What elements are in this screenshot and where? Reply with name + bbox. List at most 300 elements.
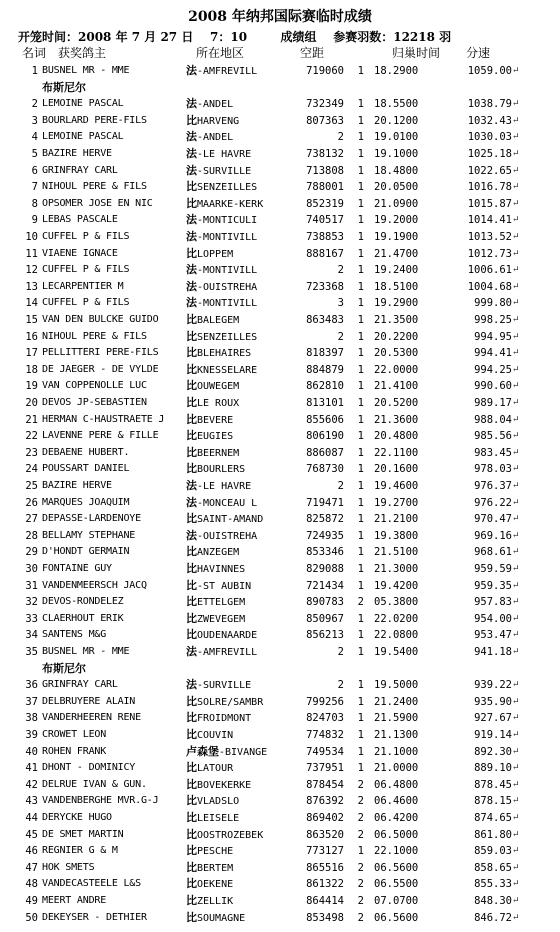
row-end-mark: ↵	[512, 132, 520, 143]
rank-cell: 10	[25, 231, 38, 243]
table-row	[0, 910, 560, 926]
owner-cell: PELLITTERI PERE-FILS	[42, 347, 159, 359]
owner-cell: LEMOINE PASCAL	[42, 98, 124, 110]
rank-cell: 46	[25, 845, 38, 858]
return-time-cell: 19.2900	[374, 297, 419, 310]
rank-cell: 24	[25, 463, 38, 476]
row-end-mark: ↵	[512, 564, 520, 574]
count-cell: 1	[357, 197, 364, 210]
speed-cell: 994.95	[474, 330, 512, 343]
return-time-cell: 21.1300	[374, 729, 419, 741]
count-cell: 1	[357, 679, 364, 692]
place-name: BOVEKERKE	[197, 779, 252, 791]
country-code: 比	[186, 628, 197, 642]
return-time-cell: 19.1000	[374, 148, 419, 160]
place-name: BLEHAIRES	[197, 348, 252, 360]
place-name: -ST AUBIN	[197, 580, 252, 592]
speed-cell: 999.80	[474, 297, 512, 310]
table-row	[0, 694, 560, 710]
count-cell: 1	[357, 363, 364, 376]
distance-cell: 2	[337, 264, 344, 277]
return-time-cell: 21.5100	[374, 546, 419, 559]
country-code: 比	[186, 246, 197, 260]
country-code: 卢森堡	[186, 744, 219, 758]
count-cell: 1	[357, 114, 364, 127]
owner-cell: DE JAEGER - DE VYLDE	[42, 363, 159, 375]
row-end-mark: ↵	[512, 580, 520, 591]
region-cell	[186, 760, 278, 777]
rank-cell: 7	[31, 181, 38, 194]
table-row	[0, 777, 560, 793]
table-header	[0, 45, 560, 61]
distance-cell: 855606	[306, 413, 344, 426]
table-row	[0, 428, 560, 444]
owner-cell: DHONT - DOMINICY	[42, 762, 136, 774]
speed-cell: 878.45	[474, 778, 512, 791]
region-cell	[186, 478, 278, 495]
count-cell: 1	[357, 446, 364, 459]
speed-cell: 994.25	[474, 363, 512, 376]
return-time-cell: 18.5100	[374, 280, 419, 293]
region-cell	[186, 710, 278, 727]
country-code: 比	[186, 827, 197, 841]
row-end-mark: ↵	[512, 431, 520, 442]
country-code: 比	[186, 429, 197, 443]
owner-name-continuation: 布斯尼尔	[42, 80, 86, 94]
table-row	[0, 793, 560, 809]
distance-cell: 886087	[306, 446, 344, 459]
owner-cell: DEBAENE HUBERT.	[42, 446, 130, 458]
row-end-mark: ↵	[512, 862, 520, 873]
distance-cell: 749534	[306, 745, 344, 758]
country-code: 比	[186, 329, 197, 343]
place-name: -BIVANGE	[219, 746, 268, 758]
return-time-cell: 19.1900	[374, 231, 419, 243]
count-cell: 2	[357, 861, 364, 874]
count-cell: 1	[357, 148, 364, 160]
region-cell	[186, 910, 278, 927]
table-row	[0, 594, 560, 610]
table-row	[0, 96, 560, 112]
table-row	[0, 893, 560, 909]
place-name: SAINT-AMAND	[197, 514, 264, 526]
owner-cell: VAN COPPENOLLE LUC	[42, 380, 147, 392]
rank-cell: 47	[25, 861, 38, 874]
region-cell	[186, 329, 278, 346]
count-cell: 1	[357, 563, 364, 575]
count-cell: 2	[357, 778, 364, 791]
count-cell: 2	[357, 795, 364, 808]
table-row	[0, 113, 560, 129]
speed-cell: 846.72	[474, 911, 512, 924]
return-time-cell: 22.1100	[374, 446, 419, 459]
table-row	[0, 544, 560, 560]
speed-cell: 935.90	[474, 695, 512, 708]
place-name: -OUISTREHA	[197, 281, 258, 293]
speed-cell: 1022.65	[467, 164, 512, 177]
owner-cell: BUSNEL MR - MME	[42, 65, 130, 76]
owner-cell: HERMAN C-HAUSTRAETE J	[42, 413, 165, 425]
return-time-cell: 20.5300	[374, 347, 419, 360]
row-end-mark: ↵	[512, 414, 520, 425]
speed-cell: 927.67	[474, 712, 512, 725]
place-name: -AMFREVILL	[197, 66, 258, 77]
distance-cell: 2	[337, 679, 344, 692]
row-end-mark: ↵	[512, 796, 520, 807]
distance-cell: 869402	[306, 812, 344, 824]
row-end-mark: ↵	[512, 315, 520, 325]
table-row	[0, 212, 560, 228]
speed-cell: 1014.41	[467, 214, 512, 227]
owner-cell: BUSNEL MR - MME	[42, 646, 130, 657]
row-end-mark: ↵	[512, 99, 520, 110]
speed-cell: 889.10	[474, 762, 512, 775]
distance-cell: 2	[337, 131, 344, 144]
country-code: 比	[186, 396, 197, 409]
distance-cell: 713808	[306, 164, 344, 177]
header-speed: 分速	[466, 46, 491, 60]
speed-cell: 957.83	[474, 596, 512, 609]
count-cell: 1	[357, 347, 364, 360]
count-cell: 1	[357, 264, 364, 277]
place-name: -MONTIVILL	[197, 298, 258, 310]
rank-cell: 49	[25, 895, 38, 907]
table-row	[0, 378, 560, 394]
speed-cell: 1012.73	[467, 247, 512, 260]
rank-cell: 29	[25, 546, 38, 559]
count-cell: 1	[357, 314, 364, 326]
table-row	[0, 461, 560, 477]
document-title: 2008 年纳邦国际赛临时成绩	[188, 9, 372, 25]
country-code: 法	[186, 64, 197, 77]
place-name: ANZEGEM	[197, 547, 240, 559]
rank-cell: 30	[25, 563, 38, 575]
rank-cell: 2	[31, 98, 38, 111]
table-row	[0, 478, 560, 494]
country-code: 比	[186, 462, 197, 476]
speed-cell: 959.59	[474, 563, 512, 575]
country-code: 比	[186, 694, 197, 708]
return-time-cell: 21.2100	[374, 513, 419, 526]
return-time-cell: 21.0000	[374, 762, 419, 775]
place-name: SENZEILLES	[197, 182, 258, 194]
owner-cell: FONTAINE GUY	[42, 563, 112, 574]
table-row	[0, 827, 560, 843]
count-cell: 1	[357, 579, 364, 592]
country-code: 法	[186, 130, 197, 144]
country-code: 比	[186, 379, 197, 393]
region-cell	[186, 212, 278, 229]
rank-cell: 1	[31, 65, 38, 77]
count-cell: 2	[357, 911, 364, 924]
owner-cell: BOURLARD PERE-FILS	[42, 114, 147, 126]
return-time-cell: 20.2200	[374, 330, 419, 343]
distance-cell: 719060	[306, 65, 344, 77]
return-time-cell: 21.4700	[374, 247, 419, 260]
count-cell: 1	[357, 745, 364, 758]
owner-cell: REGNIER G & M	[42, 845, 118, 857]
owner-cell: VAN DEN BULCKE GUIDO	[42, 314, 159, 325]
row-end-mark: ↵	[512, 115, 520, 126]
owner-cell: CLAERHOUT ERIK	[42, 612, 124, 624]
distance-cell: 861322	[306, 878, 344, 891]
return-time-cell: 06.4200	[374, 812, 419, 824]
region-cell	[186, 611, 278, 628]
return-time-cell: 22.0000	[374, 363, 419, 376]
row-end-mark: ↵	[512, 198, 520, 209]
rank-cell: 40	[25, 745, 38, 758]
count-cell: 1	[357, 413, 364, 426]
count-cell: 2	[357, 828, 364, 841]
table-row	[0, 843, 560, 859]
return-time-cell: 07.0700	[374, 895, 419, 907]
distance-cell: 738132	[306, 148, 344, 160]
row-end-mark: ↵	[512, 165, 520, 176]
region-cell	[186, 694, 278, 711]
speed-cell: 1059.00	[467, 65, 512, 77]
return-time-cell: 18.2900	[374, 65, 419, 77]
owner-cell: OPSOMER JOSE EN NIC	[42, 197, 153, 209]
place-name: FROIDMONT	[197, 713, 252, 725]
count-cell: 1	[357, 695, 364, 708]
owner-cell: SANTENS M&G	[42, 629, 107, 641]
count-cell: 1	[357, 546, 364, 559]
region-cell	[186, 677, 278, 694]
return-time-cell: 20.0500	[374, 181, 419, 194]
count-cell: 1	[357, 513, 364, 526]
row-end-mark: ↵	[512, 829, 520, 840]
speed-cell: 978.03	[474, 463, 512, 476]
count-cell: 1	[357, 729, 364, 741]
return-time-cell: 06.5600	[374, 861, 419, 874]
place-name: -ANDEL	[197, 99, 234, 111]
speed-cell: 859.03	[474, 845, 512, 858]
owner-cell: DEVOS-RONDELEZ	[42, 596, 124, 608]
return-time-cell: 18.5500	[374, 98, 419, 111]
count-cell: 1	[357, 330, 364, 343]
row-end-mark: ↵	[512, 547, 520, 558]
distance-cell: 788001	[306, 181, 344, 194]
count-cell: 2	[357, 878, 364, 891]
place-name: VLADSLO	[197, 796, 240, 808]
country-code: 比	[186, 761, 197, 775]
region-cell	[186, 511, 278, 528]
distance-cell: 853498	[306, 911, 344, 924]
region-cell	[186, 412, 278, 429]
table-row	[0, 611, 560, 627]
count-cell: 1	[357, 612, 364, 625]
country-code: 比	[186, 860, 197, 874]
owner-cell: NIHOUL PERE & FILS	[42, 330, 147, 342]
table-row	[0, 644, 560, 660]
return-time-cell: 21.3000	[374, 563, 419, 575]
count-cell: 1	[357, 164, 364, 177]
rank-cell: 21	[25, 413, 38, 426]
return-time-cell: 21.0900	[374, 197, 419, 210]
speed-cell: 892.30	[474, 745, 512, 758]
return-time-cell: 06.4800	[374, 778, 419, 791]
speed-cell: 1006.61	[467, 264, 512, 277]
return-time-cell: 19.4200	[374, 579, 419, 592]
row-end-mark: ↵	[512, 364, 520, 375]
distance-cell: 876392	[306, 795, 344, 808]
count-cell: 1	[357, 214, 364, 227]
region-cell	[186, 378, 278, 395]
place-name: BERTEM	[197, 862, 234, 874]
place-name: -ANDEL	[197, 132, 234, 144]
table-row	[0, 677, 560, 693]
rank-cell: 38	[25, 712, 38, 725]
row-end-mark: ↵	[512, 381, 520, 392]
region-cell	[186, 229, 278, 246]
speed-cell: 874.65	[474, 812, 512, 824]
row-end-mark: ↵	[512, 447, 520, 458]
place-name: BEERNEM	[197, 447, 240, 459]
table-row	[0, 163, 560, 179]
return-time-cell: 21.2400	[374, 695, 419, 708]
count-cell: 1	[357, 181, 364, 194]
speed-cell: 994.41	[474, 347, 512, 360]
rank-cell: 9	[31, 214, 38, 227]
country-code: 比	[186, 595, 197, 609]
country-code: 法	[186, 97, 197, 111]
country-code: 比	[186, 512, 197, 526]
table-row	[0, 196, 560, 212]
header-return-time: 归巢时间	[392, 46, 441, 60]
region-cell	[186, 578, 278, 595]
rank-cell: 45	[25, 828, 38, 841]
table-row	[0, 262, 560, 278]
return-time-cell: 06.4600	[374, 795, 419, 808]
table-row	[0, 63, 560, 79]
return-time-cell: 05.3800	[374, 596, 419, 609]
region-cell	[186, 627, 278, 644]
row-end-mark: ↵	[512, 647, 520, 657]
row-end-mark: ↵	[512, 746, 520, 757]
country-code: 比	[186, 794, 197, 808]
region-cell	[186, 312, 278, 329]
region-cell	[186, 528, 278, 545]
header-region: 所在地区	[196, 46, 245, 60]
table-row	[0, 146, 560, 162]
header-rank: 名词	[22, 46, 47, 60]
return-time-cell: 19.4600	[374, 480, 419, 492]
owner-cell: LECARPENTIER M	[42, 280, 124, 292]
country-code: 比	[186, 728, 197, 741]
speed-cell: 858.65	[474, 861, 512, 874]
rank-cell: 12	[25, 264, 38, 277]
owner-cell: CUFFEL P & FILS	[42, 297, 130, 309]
owner-cell: VANDENMEERSCH JACQ	[42, 579, 147, 591]
row-end-mark: ↵	[512, 66, 520, 76]
table-row	[0, 760, 560, 776]
table-row	[0, 279, 560, 295]
region-cell	[186, 727, 278, 744]
table-row	[0, 329, 560, 345]
return-time-cell: 20.5200	[374, 397, 419, 409]
speed-cell: 878.15	[474, 795, 512, 808]
row-end-mark: ↵	[512, 182, 520, 193]
count-cell: 1	[357, 297, 364, 310]
speed-cell: 959.35	[474, 579, 512, 592]
distance-cell: 3	[337, 297, 344, 310]
row-end-mark: ↵	[512, 846, 520, 857]
region-cell	[186, 196, 278, 213]
return-time-cell: 21.1000	[374, 745, 419, 758]
place-name: -MONTICULI	[197, 215, 258, 227]
country-code: 法	[186, 213, 197, 227]
count-cell: 1	[357, 712, 364, 725]
country-code: 比	[186, 777, 197, 791]
rank-cell: 36	[25, 679, 38, 692]
return-time-cell: 18.4800	[374, 164, 419, 177]
place-name: ZWEVEGEM	[197, 613, 246, 625]
owner-cell: DEKEYSER - DETHIER	[42, 911, 147, 923]
return-time-cell: 19.0100	[374, 131, 419, 144]
distance-cell: 740517	[306, 214, 344, 227]
rank-cell: 22	[25, 430, 38, 443]
distance-cell: 865516	[306, 861, 344, 874]
country-code: 比	[186, 196, 197, 210]
country-code: 比	[186, 412, 197, 426]
distance-cell: 862810	[306, 380, 344, 393]
country-code: 比	[186, 844, 197, 858]
row-end-mark: ↵	[512, 298, 520, 309]
country-code: 比	[186, 877, 197, 891]
owner-cell: BAZIRE HERVE	[42, 148, 112, 159]
row-end-mark: ↵	[512, 398, 520, 408]
place-name: LE ROUX	[197, 398, 240, 409]
place-name: OOSTROZEBEK	[197, 829, 264, 841]
header-distance: 空距	[300, 46, 325, 60]
speed-cell: 1015.87	[467, 197, 512, 210]
row-end-mark: ↵	[512, 763, 520, 774]
rank-cell: 6	[31, 164, 38, 177]
distance-cell: 2	[337, 646, 344, 658]
distance-cell: 719471	[306, 496, 344, 509]
region-cell	[186, 262, 278, 279]
table-row	[0, 295, 560, 311]
country-code: 法	[186, 678, 197, 692]
region-cell	[186, 561, 278, 578]
speed-cell: 976.22	[474, 496, 512, 509]
distance-cell: 806190	[306, 430, 344, 443]
table-row	[0, 229, 560, 245]
count-cell: 1	[357, 496, 364, 509]
return-time-cell: 19.2400	[374, 264, 419, 277]
rank-cell: 4	[31, 131, 38, 144]
region-cell	[186, 843, 278, 860]
table-row	[0, 710, 560, 726]
row-end-mark: ↵	[512, 613, 520, 624]
return-time-cell: 06.5600	[374, 911, 419, 924]
speed-cell: 953.47	[474, 629, 512, 642]
return-time-cell: 20.1200	[374, 114, 419, 127]
race-info-line: 开笼时间：2008 年 7 月 27 日 7：10 成绩组 参赛羽数：12218 羽	[18, 30, 452, 44]
row-end-mark: ↵	[512, 713, 520, 724]
row-end-mark: ↵	[512, 597, 520, 608]
owner-cell: LAVENNE PERE & FILLE	[42, 430, 159, 442]
count-cell: 1	[357, 480, 364, 492]
place-name: HARVENG	[197, 115, 240, 127]
owner-cell: CUFFEL P & FILS	[42, 231, 130, 242]
owner-cell: ROHEN FRANK	[42, 745, 107, 757]
country-code: 比	[186, 894, 197, 907]
distance-cell: 2	[337, 480, 344, 492]
count-cell: 1	[357, 430, 364, 443]
distance-cell: 878454	[306, 778, 344, 791]
table-row	[0, 860, 560, 876]
